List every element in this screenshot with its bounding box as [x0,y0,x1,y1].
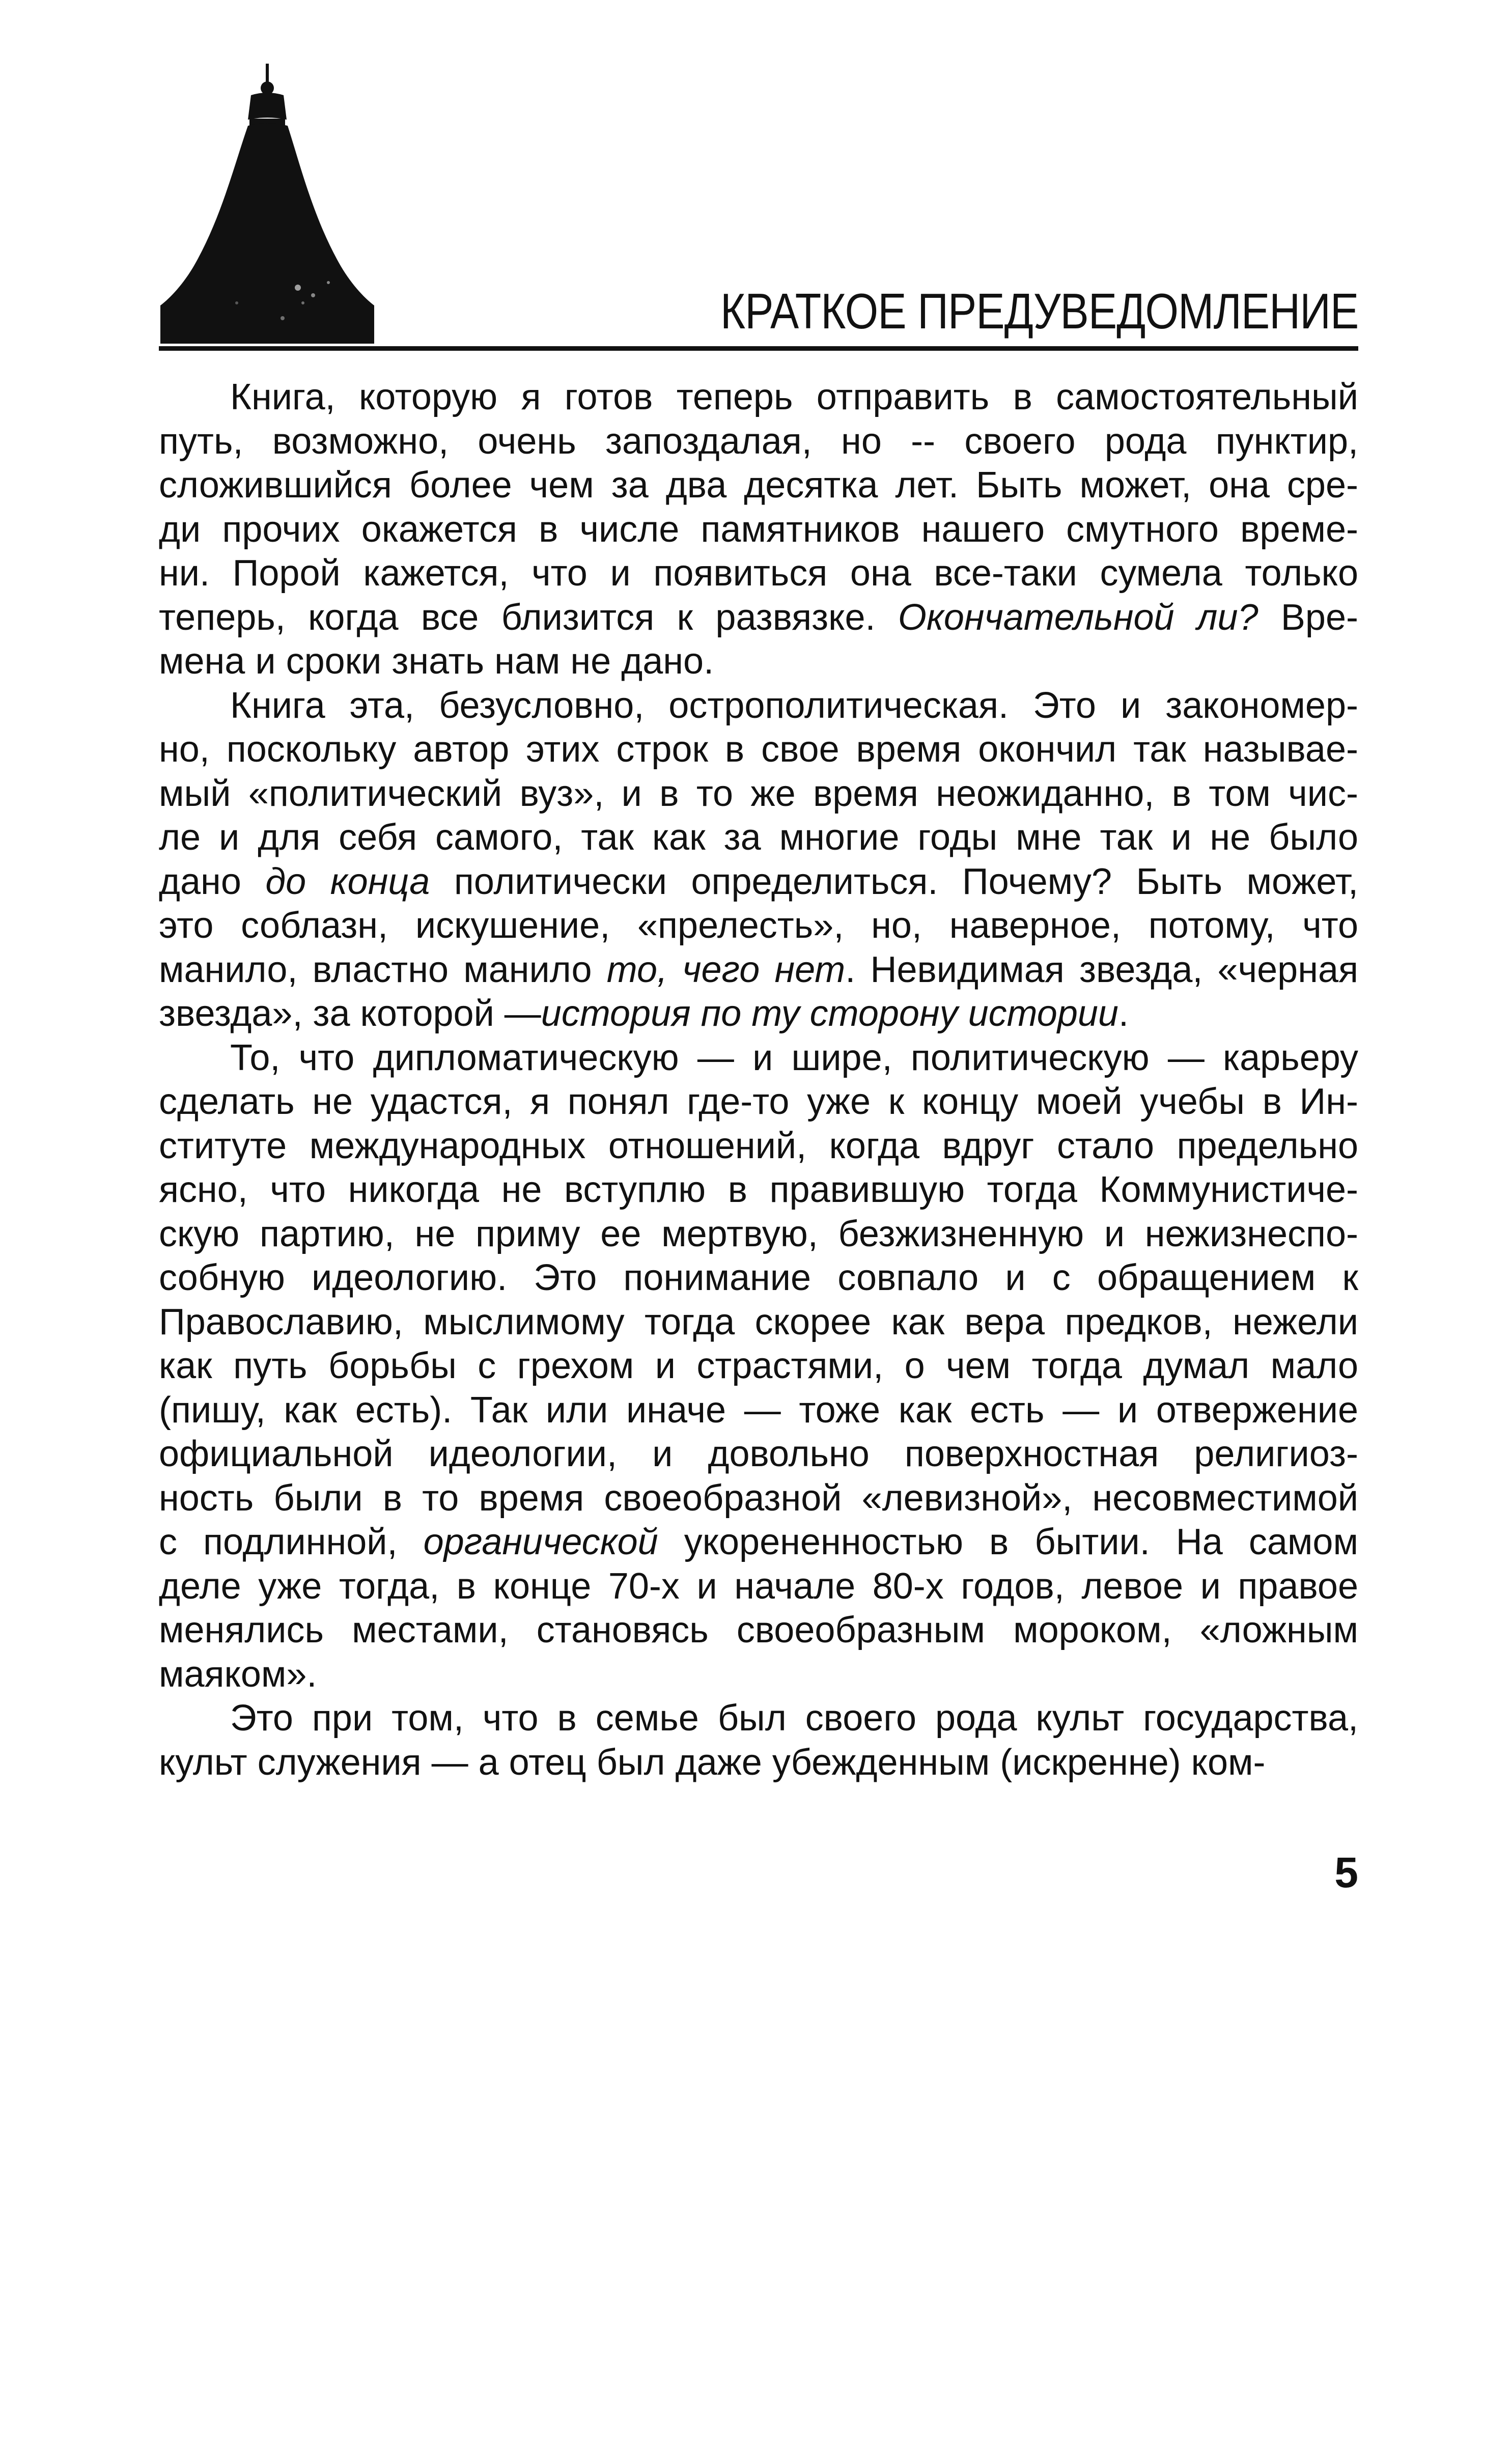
text-line: официальной идеологии, и довольно поверхностная религиоз- [159,1434,1358,1474]
running-header-title: КРАТКОЕ ПРЕДУВЕДОМЛЕНИЕ [720,283,1358,339]
text-line: ни. Порой кажется, что и появиться она все-таки сумела только [159,553,1358,594]
text-line: ле и для себя самого, так как за многие годы мне так и не было [159,817,1358,858]
text-line: деле уже тогда, в конце 70-х и начале 80-х годов, левое и правое [159,1565,1358,1607]
text-line: Это при том, что в семье был своего рода культ государства, [230,1698,1358,1739]
text-line: с подлинной, органической укорененностью в бытии. На самом [159,1522,1358,1562]
text-line: ясно, что никогда не вступлю в правившую тогда Коммунистиче- [159,1169,1358,1210]
text-line: маяком». [159,1654,317,1695]
text-line: как путь борьбы с грехом и страстями, о чем тогда думал мало [159,1346,1358,1386]
text-line: мый «политический вуз», и в то же время неожиданно, в том чис- [159,773,1358,814]
text-line: собную идеологию. Это понимание совпало и с обращением к [159,1257,1358,1298]
body-text [159,375,1358,1784]
text-line: Книга, которую я готов теперь отправить в самостоятельный [230,377,1358,417]
paragraph [159,1696,1358,1784]
bell-icon [160,64,384,344]
text-line: (пишу, как есть). Так или иначе — тоже как есть — и отвержение [159,1389,1358,1431]
paragraph [159,1036,1358,1697]
text-line: скую партию, не приму ее мертвую, безжизненную и нежизнеспо- [159,1213,1358,1254]
paragraph [159,684,1358,1036]
text-line: мена и сроки знать нам не дано. [159,641,714,682]
text-line: звезда», за которой —история по ту сторону истории. [159,993,1129,1034]
text-line: культ служения — а отец был даже убежденным (искренне) ком- [159,1742,1266,1783]
text-line: сделать не удастся, я понял где-то уже к концу моей учебы в Ин- [159,1081,1358,1122]
text-line: но, поскольку автор этих строк в свое время окончил так называе- [159,729,1358,770]
text-line: путь, возможно, очень запоздалая, но -- своего рода пунктир, [159,421,1358,462]
text-line: Книга эта, безусловно, острополитическая. Это и закономер- [230,685,1358,726]
text-line: это соблазн, искушение, «прелесть», но, наверное, потому, что [159,905,1358,946]
text-line: дано до конца политически определиться. Почему? Быть может, [159,861,1358,902]
page-number: 5 [1334,1849,1358,1896]
text-line: ность были в то время своеобразной «левизной», несовместимой [159,1477,1358,1519]
text-line: менялись местами, становясь своеобразным мороком, «ложным [159,1610,1358,1650]
text-line: сложившийся более чем за два десятка лет. Быть может, она сре- [159,465,1358,506]
text-line: То, что дипломатическую — и шире, политическую — карьеру [230,1037,1358,1078]
text-line: ституте международных отношений, когда вдруг стало предельно [159,1125,1358,1166]
paragraph [159,375,1358,684]
text-line: манило, властно манило то, чего нет. Невидимая звезда, «черная [159,949,1358,990]
text-line: ди прочих окажется в числе памятников нашего смутного време- [159,509,1358,550]
text-line: теперь, когда все близится к развязке. Окончательной ли? Вре- [159,597,1358,638]
header-rule [159,346,1358,351]
text-line: Православию, мыслимому тогда скорее как вера предков, нежели [159,1301,1358,1342]
